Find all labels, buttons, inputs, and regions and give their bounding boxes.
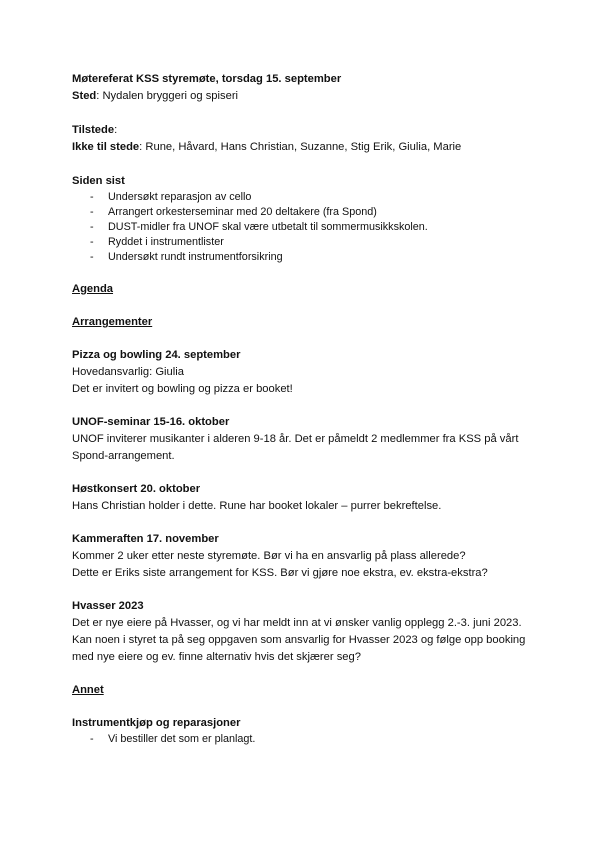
hvasser-title: Hvasser 2023 bbox=[72, 600, 144, 612]
pizza-bowling-title: Pizza og bowling 24. september bbox=[72, 349, 241, 361]
chamber-evening-text-2: Dette er Eriks siste arrangement for KSS. Bør vi gjøre noe ekstra, ev. ekstra-ekstra? bbox=[72, 567, 488, 579]
hvasser-text-2: Kan noen i styret ta på seg oppgaven som ansvarlig for Hvasser 2023 og følge opp booking bbox=[72, 634, 526, 646]
document-page bbox=[72, 71, 532, 747]
list-item: - Ryddet i instrumentlister bbox=[90, 236, 224, 248]
location-line bbox=[72, 88, 532, 105]
list-item: - DUST-midler fra UNOF skal være utbetalt til sommermusikkskolen. bbox=[90, 221, 428, 233]
pizza-bowling-status: Det er invitert og bowling og pizza er booket! bbox=[72, 383, 293, 395]
absent-line bbox=[72, 139, 532, 156]
location-value: : Nydalen bryggeri og spiseri bbox=[96, 90, 239, 102]
unof-seminar-title: UNOF-seminar 15-16. oktober bbox=[72, 416, 230, 428]
list-item: - Vi bestiller det som er planlagt. bbox=[90, 733, 256, 745]
absent-label: Ikke til stede bbox=[72, 141, 140, 153]
pizza-bowling-responsible: Hovedansvarlig: Giulia bbox=[72, 366, 184, 378]
unof-seminar-text-1: UNOF inviterer musikanter i alderen 9-18 år. Det er påmeldt 2 medlemmer fra KSS på vårt bbox=[72, 433, 519, 445]
autumn-concert-title: Høstkonsert 20. oktober bbox=[72, 483, 201, 495]
instrument-list bbox=[72, 732, 532, 747]
other-heading: Annet bbox=[72, 684, 104, 696]
events-heading: Arrangementer bbox=[72, 316, 153, 328]
location-label: Sted bbox=[72, 90, 97, 102]
absent-value: : Rune, Håvard, Hans Christian, Suzanne, Stig Erik, Giulia, Marie bbox=[139, 141, 462, 153]
list-item: - Arrangert orkesterseminar med 20 deltakere (fra Spond) bbox=[90, 206, 377, 218]
present-value: : bbox=[114, 124, 118, 136]
unof-seminar-text-2: Spond-arrangement. bbox=[72, 450, 175, 462]
chamber-evening-title: Kammeraften 17. november bbox=[72, 533, 219, 545]
present-label: Tilstede bbox=[72, 124, 115, 136]
document-title: Møtereferat KSS styremøte, torsdag 15. september bbox=[72, 73, 342, 85]
since-last-list bbox=[72, 190, 532, 265]
present-line bbox=[72, 122, 532, 139]
instrument-purchase-title: Instrumentkjøp og reparasjoner bbox=[72, 717, 241, 729]
agenda-heading: Agenda bbox=[72, 283, 114, 295]
autumn-concert-text: Hans Christian holder i dette. Rune har booket lokaler – purrer bekreftelse. bbox=[72, 500, 442, 512]
hvasser-text-3: med nye eiere og ev. finne alternativ hvis det skjærer seg? bbox=[72, 651, 361, 663]
since-last-heading: Siden sist bbox=[72, 175, 125, 187]
hvasser-text-1: Det er nye eiere på Hvasser, og vi har meldt inn at vi ønsker vanlig opplegg 2.-3. juni 2023. bbox=[72, 617, 522, 629]
list-item: - Undersøkt reparasjon av cello bbox=[90, 191, 252, 203]
list-item: - Undersøkt rundt instrumentforsikring bbox=[90, 251, 283, 263]
chamber-evening-text-1: Kommer 2 uker etter neste styremøte. Bør vi ha en ansvarlig på plass allerede? bbox=[72, 550, 466, 562]
